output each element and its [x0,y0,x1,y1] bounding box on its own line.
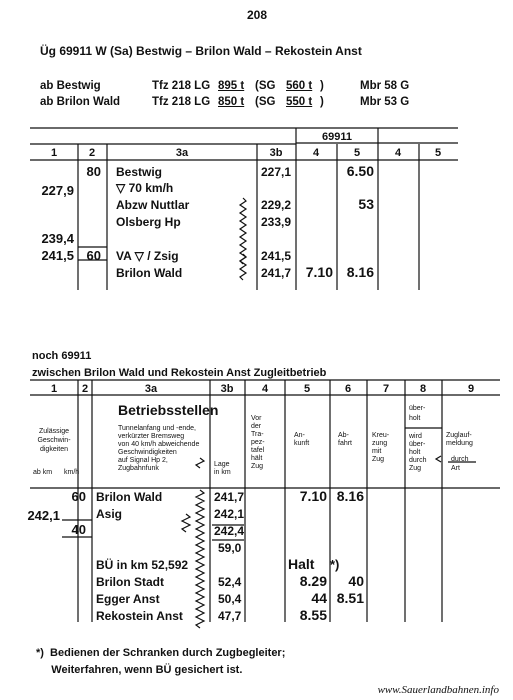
t2-station: Asig [96,507,123,521]
t2-station: Brilon Stadt [96,575,164,589]
svg-text:Tra-: Tra- [251,431,264,438]
loco-close: ) [320,80,324,92]
page-number: 208 [247,8,268,22]
t2-arr: 7.10 [299,488,327,504]
t1-station: VA ▽ / Zsig [116,249,179,263]
loco-from: ab Brilon Wald [40,96,121,108]
svg-text:Vor: Vor [251,415,262,422]
t2-header-7: 7 [382,383,390,395]
loco-load: 895 t [218,80,245,92]
svg-text:von 40 km/h abweichende: von 40 km/h abweichende [118,441,200,448]
loco-sg-load: 560 t [286,80,313,92]
t2-header-4: 4 [261,383,269,395]
svg-text:der: der [251,423,262,430]
t2-header-3b: 3b [220,383,234,395]
t2-col5-desc [294,432,309,447]
t1-row [116,215,291,229]
t1-pos: 229,2 [261,198,292,212]
loco-sg: (SG [255,80,276,92]
svg-text:meldung: meldung [446,440,473,447]
t2-station: Brilon Wald [96,490,163,504]
t1-header-4: 4 [312,147,320,159]
svg-text:Geschwin-: Geschwin- [37,437,71,444]
t2-header-1: 1 [50,383,58,395]
t1-km: 241,5 [41,248,74,263]
t2-pos: 242,1 [214,507,245,521]
t2-dep: 8.16 [336,488,364,504]
t1-header-3a: 3a [175,147,189,159]
t2-col3a-desc [118,425,199,472]
t2-col4-desc [251,415,265,470]
svg-text:mit: mit [372,448,382,455]
t1-station: Abzw Nuttlar [116,198,190,212]
t1-pos: 227,1 [261,165,292,179]
t1-header-2: 2 [88,147,96,159]
t2-header-6: 6 [344,383,352,395]
svg-text:über-: über- [409,405,426,412]
svg-text:holt: holt [409,415,421,422]
section2-subtitle: zwischen Brilon Wald und Rekostein Anst Zugleitbetrieb [32,367,327,379]
svg-text:pez-: pez- [251,439,265,446]
t1-pos: 233,9 [261,215,292,229]
t2-row [96,573,364,589]
t2-header-9: 9 [467,383,475,395]
t2-row [72,488,365,504]
t2-dep: 8.51 [336,590,364,606]
t1-dep: 53 [358,196,374,212]
t2-header-8: 8 [419,383,427,395]
t1-train-no: 69911 [322,131,352,143]
t2-arr: Halt [288,556,315,572]
t1-row [41,231,74,246]
t1-km: 227,9 [41,183,74,198]
svg-text:zung: zung [372,440,388,447]
t2-col6-desc [338,432,352,447]
t1-header-4b: 4 [394,147,402,159]
t2-station: BÜ in km 52,592 [96,558,189,572]
t1-row [87,163,375,179]
t2-arr: 8.55 [299,607,327,623]
loco-tfz: Tfz 218 LG [152,80,211,92]
svg-text:Tunnelanfang und -ende,: Tunnelanfang und -ende, [118,425,196,432]
svg-text:in km: in km [214,469,231,476]
svg-text:wird: wird [409,433,422,440]
svg-text:Zulässige: Zulässige [39,428,69,435]
svg-text:An-: An- [294,432,305,439]
t2-station: Rekostein Anst [96,609,183,623]
loco-mbr: Mbr 53 G [360,96,410,108]
t1-header-5: 5 [353,147,361,159]
footnote: *) Bedienen der Schranken durch Zugbegleiter; Weiterfahren, wenn BÜ gesichert ist. [36,647,286,676]
t2-header-5: 5 [303,383,311,395]
t2-col7-desc [372,432,390,463]
loco-from: ab Bestwig [40,80,101,92]
t1-station: Olsberg Hp [116,215,181,229]
t1-header-3b: 3b [269,147,283,159]
t1-header-5b: 5 [434,147,442,159]
t2-row [96,607,327,623]
t1-station: Bestwig [116,165,163,179]
t2-pos: 59,0 [218,541,242,555]
t2-station: Egger Anst [96,592,160,606]
svg-text:Lage: Lage [214,461,230,468]
t1-header-1: 1 [50,147,58,159]
t2-col1-desc [33,428,79,476]
loco-load: 850 t [218,96,245,108]
t1-pos: 241,5 [261,249,292,263]
svg-text:Zug: Zug [372,456,385,463]
t2-dep: 40 [348,573,364,589]
svg-text:km/h: km/h [64,469,80,476]
t2-pos: 47,7 [218,609,242,623]
t2-pos: 50,4 [218,592,242,606]
betriebsstellen-heading: Betriebsstellen [118,402,219,418]
t1-speed: 80 [86,164,101,179]
t2-row [218,541,242,555]
t1-arr: 7.10 [305,264,333,280]
t2-col8-desc [408,405,427,472]
table2-lines [30,380,500,628]
svg-text:auf Signal Hp 2,: auf Signal Hp 2, [118,457,168,464]
t2-pos: 52,4 [218,575,242,589]
svg-text:kunft: kunft [294,440,310,447]
section2-noch: noch 69911 [32,350,92,362]
svg-text:Geschwindigkeiten: Geschwindigkeiten [118,449,177,456]
svg-text:hält: hält [251,455,263,462]
t2-col9-desc [446,432,473,472]
t2-col3b-desc [214,461,231,476]
svg-text:Ab-: Ab- [338,432,349,439]
t2-row [27,507,244,523]
t2-header-3a: 3a [144,383,158,395]
train-title: Üg 69911 W (Sa) Bestwig – Brilon Wald – Rekostein Anst [40,44,362,58]
loco-mbr: Mbr 58 G [360,80,410,92]
svg-text:durch: durch [451,456,469,463]
t1-dep: 6.50 [346,163,374,179]
t1-station: ▽ 70 km/h [116,181,174,195]
svg-text:holt: holt [409,449,421,456]
t1-km: 239,4 [41,231,74,246]
loco-close: ) [320,96,324,108]
svg-text:digkeiten: digkeiten [39,446,69,453]
t1-pos: 241,7 [261,266,292,280]
svg-text:Zugbahnfunk: Zugbahnfunk [118,465,159,472]
t2-speed: 40 [71,522,86,537]
loco-sg-load: 550 t [286,96,313,108]
t2-row [96,590,364,606]
t1-speed: 60 [86,248,101,263]
loco-sg: (SG [255,96,276,108]
t1-row [41,248,291,263]
svg-text:ab km: ab km [33,469,53,476]
loco-tfz: Tfz 218 LG [152,96,211,108]
t2-pos: 242,4 [214,524,245,538]
svg-text:Zug: Zug [251,463,264,470]
svg-text:Art: Art [451,465,460,472]
t2-dep: *) [330,557,340,572]
t1-station: Brilon Wald [116,266,183,280]
svg-text:über-: über- [409,441,426,448]
svg-text:tafel: tafel [251,447,265,454]
svg-text:Zuglauf-: Zuglauf- [446,432,472,439]
t2-arr: 8.29 [299,573,327,589]
t2-row [72,522,245,538]
svg-text:fahrt: fahrt [338,440,353,447]
svg-text:Zug: Zug [409,465,422,472]
t1-dep: 8.16 [346,264,374,280]
t2-km: 242,1 [27,508,60,523]
t2-header-2: 2 [81,383,89,395]
t2-pos: 241,7 [214,490,245,504]
t2-speed: 60 [71,489,86,504]
svg-text:verkürzter Bremsweg: verkürzter Bremsweg [118,433,185,440]
t2-arr: 44 [311,590,327,606]
t2-row [96,556,339,572]
svg-text:Kreu-: Kreu- [372,432,390,439]
svg-text:durch: durch [409,457,427,464]
watermark: www.Sauerlandbahnen.info [377,684,499,696]
